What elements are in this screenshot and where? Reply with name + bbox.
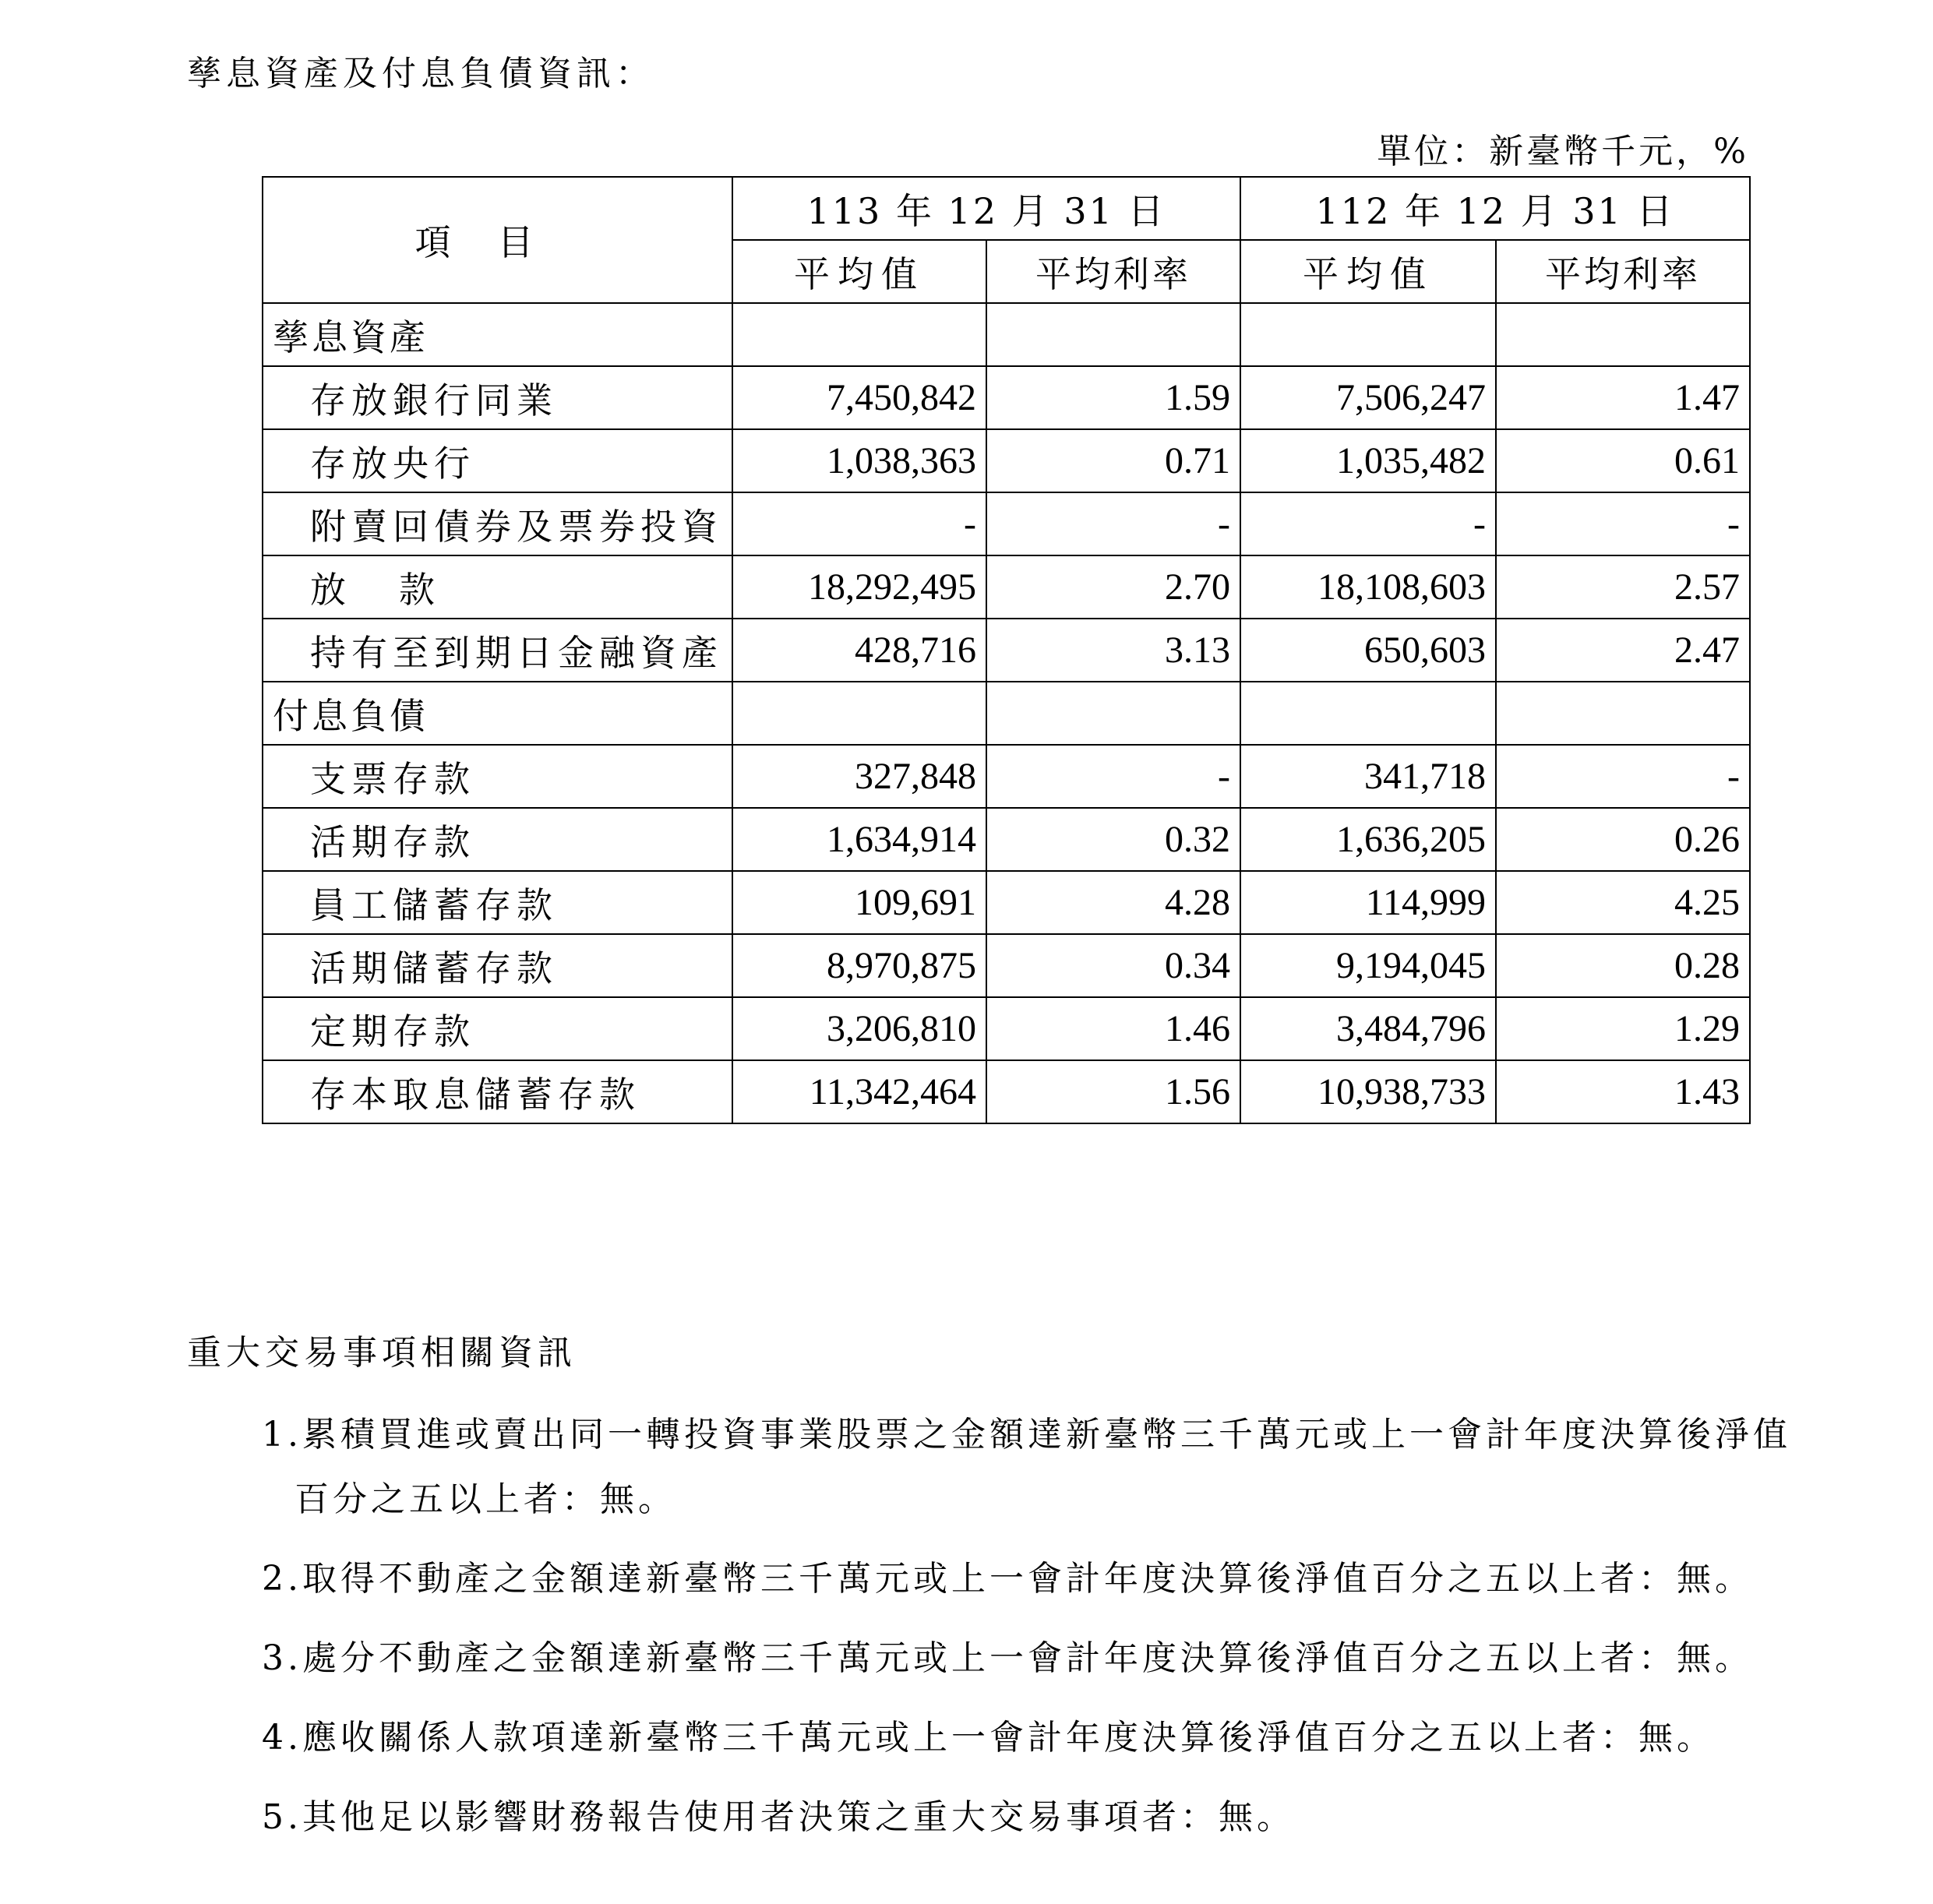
value-113: 327,848 <box>732 745 986 808</box>
note-item-2: 2.取得不動產之金額達新臺幣三千萬元或上一會計年度決算後淨值百分之五以上者：無。 <box>262 1559 1753 1599</box>
rate-113: - <box>986 492 1240 555</box>
rate-113: 1.46 <box>986 997 1240 1060</box>
value-113: 3,206,810 <box>732 997 986 1060</box>
empty-cell <box>1496 682 1750 745</box>
row-label: 存放銀行同業 <box>263 366 732 429</box>
section-heading: 孳息資產及付息負債資訊： <box>187 54 654 93</box>
value-113: 11,342,464 <box>732 1060 986 1123</box>
row-label: 活期儲蓄存款 <box>263 934 732 997</box>
rate-113: 0.32 <box>986 808 1240 871</box>
group-label-assets: 孳息資產 <box>263 303 732 366</box>
table-row <box>263 1060 1750 1123</box>
group-row-assets <box>263 303 1750 366</box>
table-row <box>263 619 1750 682</box>
rate-113: 1.56 <box>986 1060 1240 1123</box>
rate-112: 1.43 <box>1496 1060 1750 1123</box>
header-avg-rate-112: 平均利率 <box>1496 240 1750 303</box>
rate-112: 1.47 <box>1496 366 1750 429</box>
value-113: 109,691 <box>732 871 986 934</box>
table-row <box>263 934 1750 997</box>
empty-cell <box>732 682 986 745</box>
value-112: - <box>1240 492 1496 555</box>
row-label: 定期存款 <box>263 997 732 1060</box>
table-row <box>263 808 1750 871</box>
value-112: 1,636,205 <box>1240 808 1496 871</box>
value-112: 3,484,796 <box>1240 997 1496 1060</box>
rate-112: - <box>1496 745 1750 808</box>
table-row <box>263 555 1750 619</box>
row-label: 存本取息儲蓄存款 <box>263 1060 732 1123</box>
row-label: 放款 <box>263 555 732 619</box>
value-112: 1,035,482 <box>1240 429 1496 492</box>
table-row <box>263 871 1750 934</box>
row-label: 持有至到期日金融資產 <box>263 619 732 682</box>
value-113: 7,450,842 <box>732 366 986 429</box>
value-113: 8,970,875 <box>732 934 986 997</box>
rate-112: 1.29 <box>1496 997 1750 1060</box>
rate-113: - <box>986 745 1240 808</box>
note-item-1-continued: 百分之五以上者：無。 <box>295 1479 676 1519</box>
value-112: 10,938,733 <box>1240 1060 1496 1123</box>
rate-113: 2.70 <box>986 555 1240 619</box>
rate-112: - <box>1496 492 1750 555</box>
section-title: 重大交易事項相關資訊 <box>187 1333 577 1373</box>
row-label: 活期存款 <box>263 808 732 871</box>
rate-113: 0.34 <box>986 934 1240 997</box>
rate-113: 4.28 <box>986 871 1240 934</box>
row-label: 支票存款 <box>263 745 732 808</box>
header-avg-value-113: 平均值 <box>732 240 986 303</box>
rate-112: 0.26 <box>1496 808 1750 871</box>
header-avg-value-112: 平均值 <box>1240 240 1496 303</box>
table-row <box>263 745 1750 808</box>
rate-112: 2.47 <box>1496 619 1750 682</box>
table-row <box>263 366 1750 429</box>
row-label: 存放央行 <box>263 429 732 492</box>
header-avg-rate-113: 平均利率 <box>986 240 1240 303</box>
row-label: 員工儲蓄存款 <box>263 871 732 934</box>
rate-112: 2.57 <box>1496 555 1750 619</box>
rate-112: 0.28 <box>1496 934 1750 997</box>
value-112: 341,718 <box>1240 745 1496 808</box>
value-113: 1,634,914 <box>732 808 986 871</box>
empty-cell <box>986 303 1240 366</box>
rate-112: 4.25 <box>1496 871 1750 934</box>
rate-113: 3.13 <box>986 619 1240 682</box>
empty-cell <box>1496 303 1750 366</box>
rate-113: 1.59 <box>986 366 1240 429</box>
empty-cell <box>1240 303 1496 366</box>
empty-cell <box>732 303 986 366</box>
table-row <box>263 429 1750 492</box>
value-112: 650,603 <box>1240 619 1496 682</box>
value-112: 114,999 <box>1240 871 1496 934</box>
header-item: 項目 <box>263 177 732 303</box>
header-year-112: 112 年 12 月 31 日 <box>1240 177 1750 240</box>
note-item-1: 1.累積買進或賣出同一轉投資事業股票之金額達新臺幣三千萬元或上一會計年度決算後淨值 <box>262 1415 1791 1454</box>
note-item-4: 4.應收關係人款項達新臺幣三千萬元或上一會計年度決算後淨值百分之五以上者：無。 <box>262 1718 1715 1758</box>
rate-112: 0.61 <box>1496 429 1750 492</box>
value-113: 428,716 <box>732 619 986 682</box>
value-112: 7,506,247 <box>1240 366 1496 429</box>
value-113: 1,038,363 <box>732 429 986 492</box>
header-year-113: 113 年 12 月 31 日 <box>732 177 1240 240</box>
value-113: 18,292,495 <box>732 555 986 619</box>
empty-cell <box>986 682 1240 745</box>
value-113: - <box>732 492 986 555</box>
group-row-liabilities <box>263 682 1750 745</box>
empty-cell <box>1240 682 1496 745</box>
rate-113: 0.71 <box>986 429 1240 492</box>
table-row <box>263 492 1750 555</box>
value-112: 9,194,045 <box>1240 934 1496 997</box>
group-label-liabilities: 付息負債 <box>263 682 732 745</box>
row-label: 附賣回債券及票券投資 <box>263 492 732 555</box>
interest-table <box>262 176 1751 1124</box>
value-112: 18,108,603 <box>1240 555 1496 619</box>
header-row-years <box>263 177 1750 240</box>
unit-label: 單位：新臺幣千元，% <box>1377 132 1749 171</box>
table-row <box>263 997 1750 1060</box>
note-item-5: 5.其他足以影響財務報告使用者決策之重大交易事項者：無。 <box>262 1797 1295 1837</box>
note-item-3: 3.處分不動產之金額達新臺幣三千萬元或上一會計年度決算後淨值百分之五以上者：無。 <box>262 1638 1753 1678</box>
